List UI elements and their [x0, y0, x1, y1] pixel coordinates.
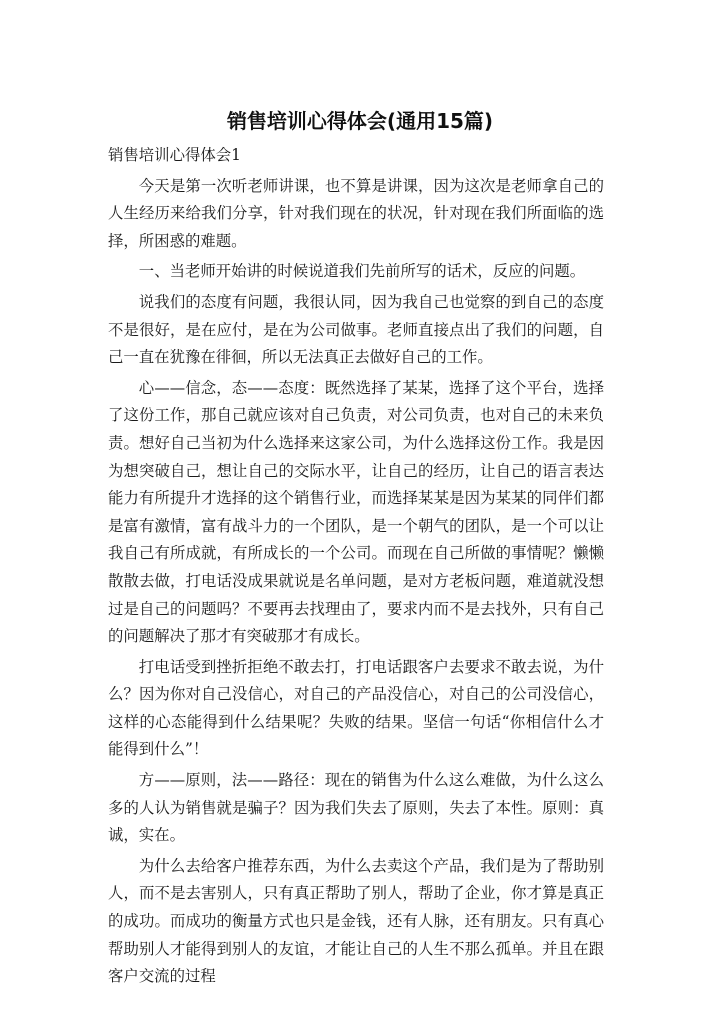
paragraph: 方——原则，法——路径：现在的销售为什么这么难做，为什么这么多的人认为销售就是骗子？因为我们失去了原则，失去了本性。原则：真诚，实在。 — [108, 771, 604, 845]
document-title: 销售培训心得体会(通用15篇) — [226, 109, 494, 133]
section-heading: 销售培训心得体会1 — [108, 146, 241, 164]
paragraph: 心——信念，态——态度：既然选择了某某，选择了这个平台，选择了这份工作，那自己就应该对自己负责，对公司负责，也对自己的未来负责。想好自己当初为什么选择来这家公司，为什么选择这份工作。我是因为想突破自己，想让自己的交际水平，让自己的经历，让自己的语言表达能力有所提升才选择的这个销售行业，而选择某某是因为某某的同伴们都是富有激情，富有战斗力的一个团队，是一个朝气的团队，是一个可以让我自己有所成就，有所成长的一个公司。而现在自己所做的事情呢？懒懒散散去做，打电话没成果就说是名单问题，是对方老板问题，难道就没想过是自己的问题吗？不要再去找理由了，要求内而不是去找外，只有自己的问题解决了那才有突破那才有成长。 — [108, 378, 604, 646]
paragraph: 为什么去给客户推荐东西，为什么去卖这个产品，我们是为了帮助别人，而不是去害别人，只有真正帮助了别人，帮助了企业，你才算是真正的成功。而成功的衡量方式也只是金钱，还有人脉，还有朋友。只有真心帮助别人才能得到别人的友谊，才能让自己的人生不那么孤单。并且在跟客户交流的过程 — [108, 856, 604, 986]
document-body — [108, 142, 604, 994]
paragraph: 说我们的态度有问题，我很认同，因为我自己也觉察的到自己的态度不是很好，是在应付，是在为公司做事。老师直接点出了我们的问题，自己一直在犹豫在徘徊，所以无法真正去做好自己的工作。 — [108, 292, 604, 367]
paragraph: 今天是第一次听老师讲课，也不算是讲课，因为这次是老师拿自己的人生经历来给我们分享，针对我们现在的状况，针对现在我们所面临的选择，所困惑的难题。 — [108, 176, 604, 250]
paragraph: 打电话受到挫折拒绝不敢去打，打电话跟客户去要求不敢去说，为什么？因为你对自己没信心，对自己的产品没信心，对自己的公司没信心，这样的心态能得到什么结果呢？失败的结果。坚信一句话“你相信什么才能得到什么”！ — [108, 657, 604, 759]
paragraph: 一、当老师开始讲的时候说道我们先前所写的话术，反应的问题。 — [138, 262, 586, 281]
